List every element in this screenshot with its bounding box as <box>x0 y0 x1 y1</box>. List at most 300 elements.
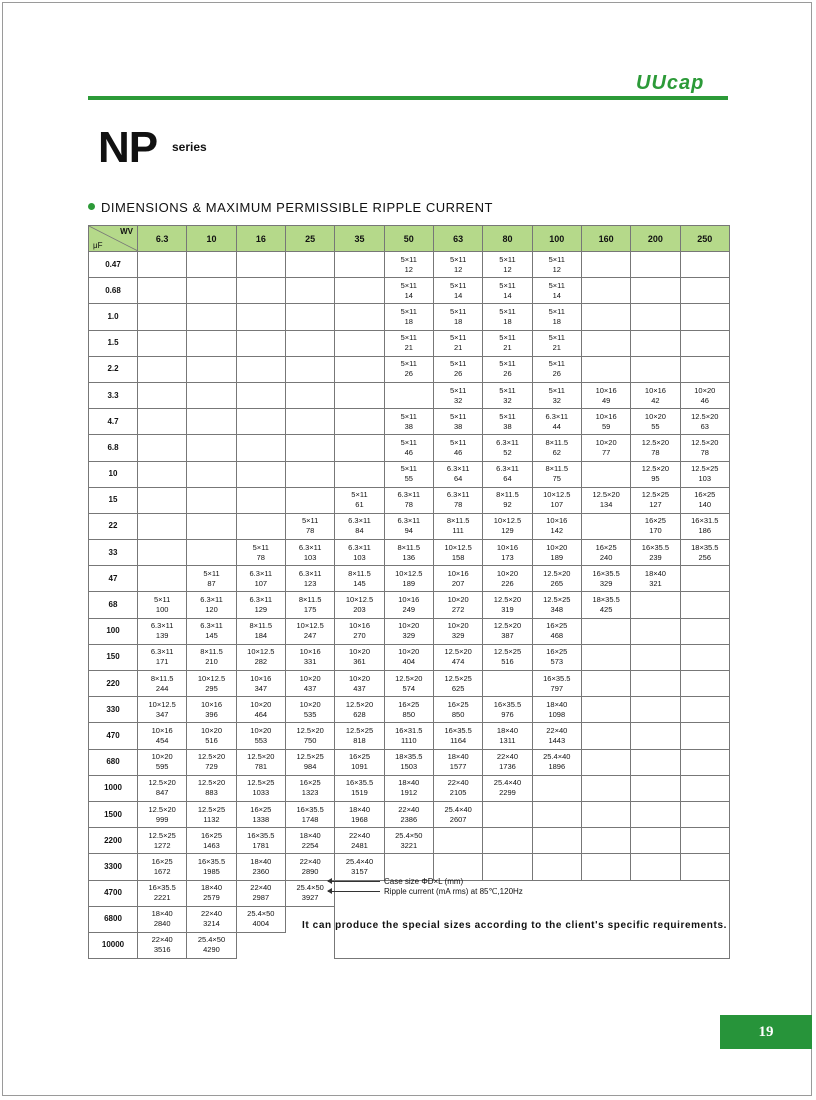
table-cell <box>384 409 433 435</box>
capacitance-label: 330 <box>89 697 138 723</box>
case-size: 5×11 <box>449 254 467 264</box>
section-title: DIMENSIONS & MAXIMUM PERMISSIBLE RIPPLE CURRENT <box>101 200 493 215</box>
table-cell <box>631 592 680 618</box>
case-size: 5×11 <box>548 306 565 316</box>
table-cell <box>187 592 236 618</box>
ripple-current: 26 <box>404 369 413 379</box>
table-cell <box>483 278 532 304</box>
ripple-current: 226 <box>501 578 514 588</box>
table-cell <box>138 723 187 749</box>
table-cell <box>236 252 285 278</box>
table-cell <box>335 775 384 801</box>
case-size: 5×11 <box>400 306 417 316</box>
case-size: 6.3×11 <box>298 542 322 552</box>
case-size: 12.5×25 <box>691 464 719 474</box>
ripple-current: 123 <box>303 578 317 588</box>
ripple-current: 107 <box>254 578 268 588</box>
table-cell <box>532 618 581 644</box>
ripple-current: 2890 <box>301 866 319 876</box>
table-cell <box>483 513 532 539</box>
case-size: 16×35.5 <box>148 883 176 893</box>
table-row <box>89 671 730 697</box>
table-cell <box>680 356 729 382</box>
case-size: 16×25 <box>595 542 617 552</box>
ripple-current: 1672 <box>153 866 171 876</box>
case-size: 6.3×11 <box>446 490 470 500</box>
table-cell <box>532 854 581 880</box>
ripple-current: 55 <box>651 421 660 431</box>
case-size: 12.5×25 <box>296 752 324 762</box>
case-size: 12.5×20 <box>345 699 374 709</box>
table-cell <box>581 278 630 304</box>
ripple-current: 75 <box>552 474 561 484</box>
ripple-current: 59 <box>601 421 611 431</box>
capacitance-label: 33 <box>89 540 138 566</box>
ripple-current: 240 <box>599 552 613 562</box>
table-cell <box>384 566 433 592</box>
legend-size-text: Case size ΦD×L (mm) <box>384 877 464 886</box>
table-cell <box>483 461 532 487</box>
table-row <box>89 828 730 854</box>
ripple-current: 984 <box>303 762 317 772</box>
table-cell <box>433 540 482 566</box>
capacitance-label: 2.2 <box>89 356 138 382</box>
table-cell <box>285 435 334 461</box>
case-size: 18×40 <box>348 804 371 814</box>
ripple-current: 21 <box>453 343 463 353</box>
table-cell <box>532 801 581 827</box>
table-cell <box>187 304 236 330</box>
table-cell <box>187 671 236 697</box>
voltage-header: 35 <box>335 226 384 252</box>
ripple-current: 535 <box>303 709 317 719</box>
ripple-current: 329 <box>599 578 613 588</box>
table-cell <box>680 828 729 854</box>
table-cell <box>532 592 581 618</box>
ripple-current: 184 <box>254 631 268 641</box>
table-row <box>89 697 730 723</box>
ripple-current: 158 <box>451 552 465 562</box>
ripple-current: 21 <box>503 343 512 353</box>
ripple-current: 12 <box>404 264 413 274</box>
case-size: 12.5×20 <box>493 595 522 605</box>
capacitance-label: 47 <box>89 566 138 592</box>
ripple-current: 468 <box>550 631 564 641</box>
case-size: 10×16 <box>595 385 617 395</box>
case-size: 10×12.5 <box>395 568 423 578</box>
ripple-current: 2360 <box>252 866 270 876</box>
table-cell <box>483 252 532 278</box>
capacitance-label: 22 <box>89 513 138 539</box>
ripple-current: 4004 <box>252 919 270 929</box>
ripple-current: 1110 <box>401 735 417 745</box>
ripple-current: 270 <box>353 631 366 641</box>
table-cell <box>483 487 532 513</box>
case-size: 5×11 <box>351 490 368 500</box>
ripple-current: 1781 <box>252 840 270 850</box>
ripple-current: 329 <box>402 631 416 641</box>
table-cell <box>187 723 236 749</box>
ripple-current: 425 <box>599 605 613 615</box>
table-row <box>89 487 730 513</box>
case-size: 8×11.5 <box>446 516 470 526</box>
table-row <box>89 382 730 408</box>
table-cell <box>236 697 285 723</box>
table-cell <box>138 304 187 330</box>
ripple-current: 18 <box>503 316 512 326</box>
case-size: 12.5×25 <box>493 647 522 657</box>
table-cell <box>236 566 285 592</box>
case-size: 16×35.5 <box>543 673 571 683</box>
table-cell <box>187 540 236 566</box>
table-cell <box>532 487 581 513</box>
ripple-current: 1503 <box>400 762 418 772</box>
ripple-current: 847 <box>155 788 169 798</box>
ripple-current: 396 <box>205 709 218 719</box>
table-row <box>89 461 730 487</box>
case-size: 12.5×20 <box>641 437 670 447</box>
table-cell <box>384 801 433 827</box>
table-cell <box>581 566 630 592</box>
table-cell <box>680 330 729 356</box>
case-size: 10×12.5 <box>345 595 374 605</box>
table-cell <box>236 461 285 487</box>
case-size: 10×16 <box>398 595 420 605</box>
table-cell <box>187 330 236 356</box>
case-size: 18×40 <box>299 830 321 840</box>
case-size: 10×16 <box>250 673 272 683</box>
ripple-current: 319 <box>501 605 514 615</box>
case-size: 5×11 <box>449 306 467 316</box>
brand-logo: UUcap <box>636 72 705 94</box>
table-cell <box>138 880 187 906</box>
ripple-current: 239 <box>649 552 662 562</box>
table-cell <box>285 697 334 723</box>
legend-size-row <box>328 877 523 887</box>
case-size: 25.4×40 <box>543 752 571 762</box>
ripple-current: 145 <box>205 631 218 641</box>
ripple-current: 18 <box>404 316 413 326</box>
table-cell <box>631 278 680 304</box>
table-cell <box>236 330 285 356</box>
case-size: 18×35.5 <box>691 542 719 552</box>
case-size: 18×40 <box>496 725 518 735</box>
table-row <box>89 618 730 644</box>
table-cell <box>433 356 482 382</box>
table-cell <box>138 906 187 932</box>
table-cell <box>680 513 729 539</box>
voltage-header: 25 <box>285 226 334 252</box>
case-size: 16×35.5 <box>197 856 226 866</box>
case-size: 5×11 <box>400 359 417 369</box>
table-cell <box>532 278 581 304</box>
case-size: 8×11.5 <box>545 464 569 474</box>
legend-ripple-row <box>328 887 523 897</box>
case-size: 5×11 <box>548 359 565 369</box>
table-cell <box>138 540 187 566</box>
table-cell <box>631 252 680 278</box>
case-size: 5×11 <box>499 254 516 264</box>
case-size: 6.3×11 <box>200 595 223 605</box>
case-size: 12.5×20 <box>444 647 472 657</box>
case-size: 10×16 <box>151 725 173 735</box>
case-size: 22×40 <box>398 804 420 814</box>
table-cell <box>384 697 433 723</box>
case-size: 5×11 <box>400 411 417 421</box>
table-cell <box>138 435 187 461</box>
table-cell <box>236 592 285 618</box>
table-cell <box>433 618 482 644</box>
case-size: 6.3×11 <box>397 490 421 500</box>
table-cell <box>187 356 236 382</box>
table-cell <box>631 382 680 408</box>
case-size: 12.5×25 <box>197 804 226 814</box>
table-cell <box>187 801 236 827</box>
table-cell <box>680 854 729 880</box>
table-cell <box>581 513 630 539</box>
ripple-current: 1748 <box>301 814 319 824</box>
ripple-current: 1091 <box>351 762 368 772</box>
table-cell <box>581 854 630 880</box>
ripple-current: 3221 <box>400 840 418 850</box>
ripple-current: 139 <box>155 631 169 641</box>
table-cell <box>187 775 236 801</box>
table-cell <box>680 697 729 723</box>
ripple-current: 175 <box>303 605 317 615</box>
case-size: 8×11.5 <box>298 595 322 605</box>
case-size: 25.4×40 <box>444 804 472 814</box>
ripple-current: 1968 <box>351 814 368 824</box>
case-size: 5×11 <box>499 385 516 395</box>
table-cell <box>483 409 532 435</box>
ripple-current: 348 <box>550 605 564 615</box>
table-cell <box>532 304 581 330</box>
case-size: 10×20 <box>348 647 371 657</box>
table-cell <box>236 382 285 408</box>
case-size: 12.5×20 <box>543 568 571 578</box>
table-cell <box>680 644 729 670</box>
case-size: 16×35.5 <box>444 725 472 735</box>
bullet-icon <box>88 203 95 210</box>
ripple-current: 14 <box>552 290 561 300</box>
table-cell <box>236 409 285 435</box>
table-cell <box>335 566 384 592</box>
table-cell <box>187 461 236 487</box>
table-cell <box>680 435 729 461</box>
case-size: 12.5×25 <box>444 673 472 683</box>
ripple-current: 331 <box>303 657 317 667</box>
capacitance-label: 10 <box>89 461 138 487</box>
case-size: 10×12.5 <box>493 516 522 526</box>
capacitance-label: 3.3 <box>89 382 138 408</box>
ripple-current: 49 <box>601 395 611 405</box>
case-size: 5×11 <box>203 568 220 578</box>
ripple-current: 38 <box>453 421 463 431</box>
table-row <box>89 801 730 827</box>
ripple-current: 12 <box>503 264 512 274</box>
case-size: 10×20 <box>447 621 469 631</box>
table-cell <box>335 304 384 330</box>
table-cell <box>138 828 187 854</box>
capacitance-label: 470 <box>89 723 138 749</box>
case-size: 16×25 <box>546 647 568 657</box>
ripple-current: 171 <box>155 657 169 667</box>
case-size: 10×12.5 <box>197 673 226 683</box>
table-cell <box>236 435 285 461</box>
table-cell <box>631 330 680 356</box>
table-cell <box>631 671 680 697</box>
ripple-current: 361 <box>353 657 366 667</box>
case-size: 10×12.5 <box>444 542 472 552</box>
table-cell <box>187 932 236 958</box>
table-cell <box>433 775 482 801</box>
table-cell <box>433 487 482 513</box>
capacitance-label: 3300 <box>89 854 138 880</box>
table-cell <box>581 304 630 330</box>
table-cell <box>187 252 236 278</box>
case-size: 18×40 <box>644 568 666 578</box>
table-cell <box>433 304 482 330</box>
case-size: 12.5×25 <box>641 490 670 500</box>
ripple-current: 1577 <box>449 762 467 772</box>
table-cell <box>433 461 482 487</box>
ripple-current: 78 <box>700 447 709 457</box>
ripple-current: 142 <box>550 526 564 536</box>
case-size: 6.3×11 <box>348 516 371 526</box>
case-size: 10×12.5 <box>296 621 324 631</box>
case-size: 10×12.5 <box>148 699 176 709</box>
ripple-current: 1323 <box>301 788 319 798</box>
ripple-current: 2481 <box>351 840 368 850</box>
ripple-current: 797 <box>550 683 564 693</box>
table-cell <box>138 671 187 697</box>
table-cell <box>483 723 532 749</box>
ripple-current: 347 <box>155 709 169 719</box>
ripple-current: 12 <box>453 264 463 274</box>
ripple-current: 18 <box>453 316 463 326</box>
case-size: 10×16 <box>200 699 223 709</box>
ripple-current: 516 <box>205 735 218 745</box>
table-cell <box>285 382 334 408</box>
table-row <box>89 356 730 382</box>
table-cell <box>581 356 630 382</box>
ripple-current: 103 <box>303 552 317 562</box>
table-cell <box>680 304 729 330</box>
case-size: 5×11 <box>400 464 417 474</box>
table-cell <box>335 801 384 827</box>
case-size: 10×20 <box>250 725 272 735</box>
table-cell <box>335 356 384 382</box>
ripple-current: 44 <box>552 421 561 431</box>
ripple-current: 64 <box>453 474 463 484</box>
table-cell <box>335 644 384 670</box>
case-size: 6.3×11 <box>496 464 519 474</box>
case-size: 18×40 <box>151 909 173 919</box>
table-cell <box>187 513 236 539</box>
case-size: 5×11 <box>548 333 565 343</box>
table-cell <box>680 671 729 697</box>
capacitance-label: 15 <box>89 487 138 513</box>
case-size: 10×16 <box>546 516 568 526</box>
table-cell <box>581 775 630 801</box>
ripple-current: 1338 <box>252 814 270 824</box>
ripple-current: 553 <box>254 735 268 745</box>
table-cell <box>384 461 433 487</box>
ripple-current: 295 <box>205 683 218 693</box>
ripple-current: 464 <box>254 709 268 719</box>
capacitance-label: 100 <box>89 618 138 644</box>
table-cell <box>581 749 630 775</box>
table-cell <box>138 330 187 356</box>
capacitance-label: 0.68 <box>89 278 138 304</box>
ripple-current: 1443 <box>548 735 566 745</box>
case-size: 5×11 <box>449 359 467 369</box>
ripple-current: 127 <box>649 500 662 510</box>
table-cell <box>236 880 285 906</box>
table-cell <box>335 435 384 461</box>
table-row <box>89 540 730 566</box>
case-size: 12.5×20 <box>592 490 620 500</box>
ripple-current: 95 <box>651 474 660 484</box>
case-size: 16×35.5 <box>493 699 522 709</box>
table-cell <box>335 487 384 513</box>
table-cell <box>236 356 285 382</box>
ripple-current: 189 <box>550 552 564 562</box>
table-cell <box>138 487 187 513</box>
case-size: 5×11 <box>449 437 467 447</box>
table-cell <box>335 671 384 697</box>
case-size: 5×11 <box>548 385 565 395</box>
case-size: 12.5×20 <box>691 411 719 421</box>
case-size: 5×11 <box>449 280 467 290</box>
table-cell <box>335 409 384 435</box>
case-size: 6.3×11 <box>298 568 322 578</box>
case-size: 12.5×20 <box>691 437 719 447</box>
capacitance-label: 68 <box>89 592 138 618</box>
ripple-current: 170 <box>649 526 662 536</box>
table-cell <box>285 671 334 697</box>
case-size: 16×25 <box>644 516 666 526</box>
table-cell <box>483 775 532 801</box>
case-size: 22×40 <box>299 856 321 866</box>
table-cell <box>433 697 482 723</box>
ripple-current: 272 <box>451 605 465 615</box>
table-cell <box>285 644 334 670</box>
table-cell <box>532 435 581 461</box>
case-size: 5×11 <box>499 280 516 290</box>
ripple-current: 2579 <box>203 893 220 903</box>
table-cell <box>631 749 680 775</box>
ripple-current: 1736 <box>499 762 516 772</box>
table-cell <box>285 592 334 618</box>
ripple-current: 474 <box>451 657 465 667</box>
ripple-current: 750 <box>303 735 317 745</box>
table-cell <box>631 304 680 330</box>
capacitance-label: 1000 <box>89 775 138 801</box>
ripple-current: 329 <box>451 631 465 641</box>
special-size-note: It can produce the special sizes according to the client's specific requirements. <box>302 920 727 931</box>
table-cell <box>187 566 236 592</box>
table-cell <box>433 435 482 461</box>
ripple-current: 595 <box>155 762 169 772</box>
ripple-current: 573 <box>550 657 564 667</box>
ripple-current: 52 <box>503 447 512 457</box>
table-cell <box>433 749 482 775</box>
voltage-header: 16 <box>236 226 285 252</box>
ripple-current: 3516 <box>153 945 171 955</box>
case-size: 8×11.5 <box>249 621 273 631</box>
table-cell <box>483 697 532 723</box>
